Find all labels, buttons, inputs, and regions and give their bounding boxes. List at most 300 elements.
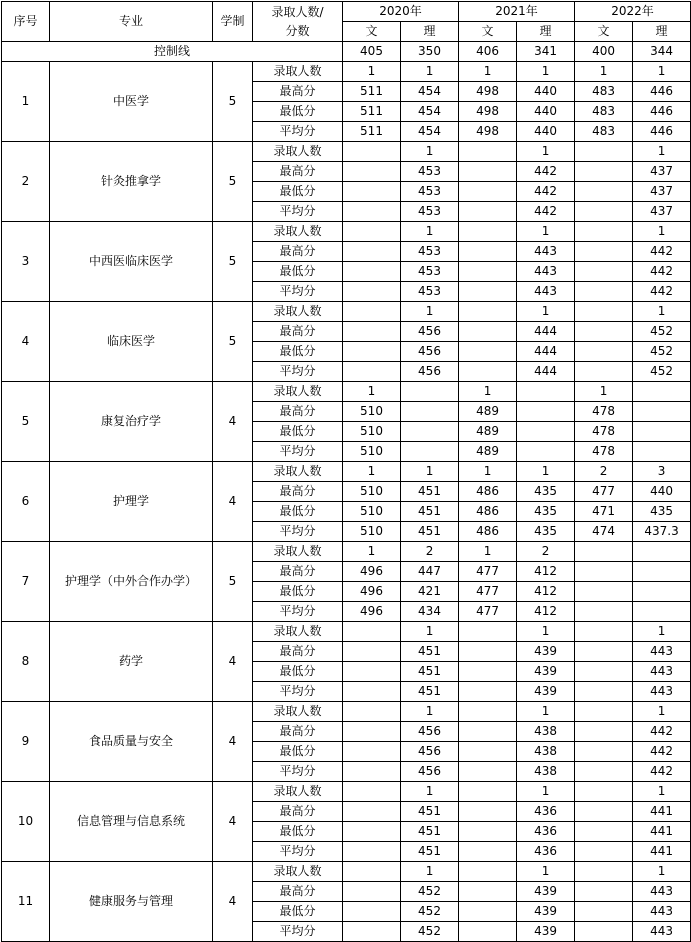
- row-value: 443: [633, 882, 691, 902]
- row-value: 436: [517, 842, 575, 862]
- row-metric-label: 平均分: [253, 842, 343, 862]
- row-value: 1: [401, 862, 459, 882]
- row-value: [459, 642, 517, 662]
- row-value: [575, 742, 633, 762]
- row-index: 3: [2, 222, 50, 302]
- table-row: [2, 462, 691, 482]
- row-value: 442: [517, 202, 575, 222]
- row-value: 442: [633, 722, 691, 742]
- control-line-label: 控制线: [2, 42, 343, 62]
- row-value: 456: [401, 322, 459, 342]
- row-value: [575, 342, 633, 362]
- row-value: 489: [459, 442, 517, 462]
- row-value: 1: [401, 782, 459, 802]
- row-value: 498: [459, 122, 517, 142]
- header-subject-3: 理: [517, 22, 575, 42]
- row-value: [401, 422, 459, 442]
- row-value: 452: [633, 362, 691, 382]
- row-value: [575, 802, 633, 822]
- row-value: [575, 362, 633, 382]
- row-length: 4: [213, 862, 253, 942]
- row-value: [575, 682, 633, 702]
- row-value: [459, 822, 517, 842]
- row-value: [343, 162, 401, 182]
- row-index: 7: [2, 542, 50, 622]
- header-metric: [253, 2, 343, 42]
- row-value: [575, 222, 633, 242]
- header-year-1: 2021年: [459, 2, 575, 22]
- row-value: [459, 682, 517, 702]
- row-value: 477: [459, 582, 517, 602]
- row-value: 443: [633, 662, 691, 682]
- row-value: 454: [401, 102, 459, 122]
- row-value: 440: [517, 122, 575, 142]
- row-value: [343, 682, 401, 702]
- row-value: 451: [401, 842, 459, 862]
- row-index: 6: [2, 462, 50, 542]
- row-value: 489: [459, 402, 517, 422]
- row-value: [459, 262, 517, 282]
- row-value: 510: [343, 502, 401, 522]
- row-value: 440: [517, 82, 575, 102]
- row-length: 5: [213, 542, 253, 622]
- row-metric-label: 平均分: [253, 522, 343, 542]
- control-line-value-2: 406: [459, 42, 517, 62]
- row-value: 453: [401, 262, 459, 282]
- row-value: 453: [401, 282, 459, 302]
- row-value: 478: [575, 402, 633, 422]
- row-value: 498: [459, 102, 517, 122]
- row-metric-label: 最高分: [253, 722, 343, 742]
- row-value: [343, 802, 401, 822]
- row-value: [575, 862, 633, 882]
- row-value: 441: [633, 822, 691, 842]
- row-value: 437: [633, 202, 691, 222]
- row-metric-label: 录取人数: [253, 702, 343, 722]
- row-value: 443: [633, 642, 691, 662]
- row-value: 498: [459, 82, 517, 102]
- row-value: [633, 542, 691, 562]
- row-value: 453: [401, 242, 459, 262]
- row-value: [575, 162, 633, 182]
- row-value: 456: [401, 342, 459, 362]
- row-value: 2: [401, 542, 459, 562]
- row-metric-label: 最低分: [253, 102, 343, 122]
- row-metric-label: 录取人数: [253, 622, 343, 642]
- row-value: [575, 762, 633, 782]
- row-value: 1: [633, 62, 691, 82]
- row-value: [517, 382, 575, 402]
- row-value: [459, 202, 517, 222]
- row-value: 1: [575, 382, 633, 402]
- row-value: [343, 242, 401, 262]
- row-major: 护理学: [50, 462, 213, 542]
- row-value: 446: [633, 102, 691, 122]
- row-length: 4: [213, 622, 253, 702]
- row-value: 456: [401, 762, 459, 782]
- row-value: 496: [343, 562, 401, 582]
- row-value: [459, 622, 517, 642]
- row-value: [343, 822, 401, 842]
- row-value: [575, 622, 633, 642]
- row-major: 中医学: [50, 62, 213, 142]
- row-value: [459, 162, 517, 182]
- row-value: [401, 402, 459, 422]
- row-value: 435: [517, 522, 575, 542]
- row-value: [459, 722, 517, 742]
- header-subject-2: 文: [459, 22, 517, 42]
- row-value: 1: [401, 222, 459, 242]
- row-value: [633, 582, 691, 602]
- table-row: [2, 622, 691, 642]
- row-metric-label: 录取人数: [253, 542, 343, 562]
- row-value: [575, 142, 633, 162]
- row-value: 1: [575, 62, 633, 82]
- row-metric-label: 最低分: [253, 422, 343, 442]
- row-metric-label: 平均分: [253, 602, 343, 622]
- row-value: 1: [343, 382, 401, 402]
- row-value: 471: [575, 502, 633, 522]
- row-value: [343, 922, 401, 942]
- row-major: 针灸推拿学: [50, 142, 213, 222]
- row-value: 1: [633, 142, 691, 162]
- row-value: [517, 422, 575, 442]
- row-metric-label: 最高分: [253, 242, 343, 262]
- row-metric-label: 最低分: [253, 582, 343, 602]
- row-value: 2: [575, 462, 633, 482]
- row-value: 451: [401, 522, 459, 542]
- row-metric-label: 平均分: [253, 762, 343, 782]
- row-value: 443: [517, 262, 575, 282]
- row-value: [343, 322, 401, 342]
- row-metric-label: 平均分: [253, 682, 343, 702]
- row-value: 510: [343, 422, 401, 442]
- row-value: 477: [459, 602, 517, 622]
- row-value: 439: [517, 682, 575, 702]
- header-year-0: 2020年: [343, 2, 459, 22]
- header-metric-line1: 录取人数/: [271, 4, 324, 19]
- table-row: [2, 142, 691, 162]
- document-page: [0, 1, 689, 938]
- row-value: [343, 902, 401, 922]
- row-value: [575, 262, 633, 282]
- row-metric-label: 最高分: [253, 402, 343, 422]
- row-value: 437.3: [633, 522, 691, 542]
- row-metric-label: 录取人数: [253, 782, 343, 802]
- row-metric-label: 最低分: [253, 502, 343, 522]
- row-value: [633, 562, 691, 582]
- header-subject-0: 文: [343, 22, 401, 42]
- row-value: [575, 562, 633, 582]
- table-row: [2, 62, 691, 82]
- row-value: [401, 382, 459, 402]
- row-value: 454: [401, 122, 459, 142]
- row-value: [343, 362, 401, 382]
- row-metric-label: 最低分: [253, 262, 343, 282]
- row-value: 435: [517, 482, 575, 502]
- row-value: [401, 442, 459, 462]
- row-value: 441: [633, 802, 691, 822]
- row-value: 477: [459, 562, 517, 582]
- row-metric-label: 最低分: [253, 662, 343, 682]
- row-value: 446: [633, 122, 691, 142]
- row-value: 440: [633, 482, 691, 502]
- row-value: 446: [633, 82, 691, 102]
- row-metric-label: 录取人数: [253, 142, 343, 162]
- row-value: [459, 302, 517, 322]
- row-value: 3: [633, 462, 691, 482]
- row-value: 1: [517, 782, 575, 802]
- row-value: 496: [343, 602, 401, 622]
- row-value: 451: [401, 642, 459, 662]
- row-value: 438: [517, 722, 575, 742]
- row-value: [459, 882, 517, 902]
- row-metric-label: 最高分: [253, 82, 343, 102]
- row-value: [575, 782, 633, 802]
- row-value: 483: [575, 122, 633, 142]
- row-value: [343, 722, 401, 742]
- row-value: 435: [633, 502, 691, 522]
- row-value: 435: [517, 502, 575, 522]
- row-value: 454: [401, 82, 459, 102]
- row-value: 443: [633, 682, 691, 702]
- row-value: [575, 242, 633, 262]
- row-index: 5: [2, 382, 50, 462]
- row-value: 1: [459, 62, 517, 82]
- row-value: [575, 662, 633, 682]
- row-value: [575, 322, 633, 342]
- row-value: [459, 662, 517, 682]
- row-value: 1: [633, 222, 691, 242]
- row-value: 451: [401, 682, 459, 702]
- row-index: 11: [2, 862, 50, 942]
- row-value: 1: [633, 862, 691, 882]
- row-metric-label: 最低分: [253, 742, 343, 762]
- row-metric-label: 录取人数: [253, 62, 343, 82]
- row-value: [575, 902, 633, 922]
- row-value: 444: [517, 322, 575, 342]
- row-length: 5: [213, 62, 253, 142]
- control-line-value-3: 341: [517, 42, 575, 62]
- row-value: 434: [401, 602, 459, 622]
- row-value: [343, 262, 401, 282]
- row-value: 1: [517, 462, 575, 482]
- row-value: 2: [517, 542, 575, 562]
- row-value: 1: [517, 862, 575, 882]
- row-value: 510: [343, 442, 401, 462]
- row-value: 1: [343, 542, 401, 562]
- row-value: 478: [575, 422, 633, 442]
- row-value: [343, 862, 401, 882]
- row-length: 5: [213, 142, 253, 222]
- row-metric-label: 平均分: [253, 922, 343, 942]
- row-value: [633, 402, 691, 422]
- row-value: 1: [633, 302, 691, 322]
- row-value: [343, 142, 401, 162]
- row-value: 436: [517, 802, 575, 822]
- row-value: 442: [633, 762, 691, 782]
- row-value: 1: [459, 542, 517, 562]
- row-value: [343, 762, 401, 782]
- row-value: [343, 882, 401, 902]
- row-value: [343, 202, 401, 222]
- row-value: [459, 322, 517, 342]
- row-value: 478: [575, 442, 633, 462]
- row-metric-label: 录取人数: [253, 222, 343, 242]
- header-length: 学制: [213, 2, 253, 42]
- row-value: [343, 282, 401, 302]
- row-value: [459, 862, 517, 882]
- row-value: 1: [517, 302, 575, 322]
- row-value: [575, 822, 633, 842]
- row-value: 442: [633, 262, 691, 282]
- row-index: 1: [2, 62, 50, 142]
- row-value: [459, 922, 517, 942]
- row-value: 483: [575, 82, 633, 102]
- row-value: 1: [401, 142, 459, 162]
- row-value: 1: [401, 302, 459, 322]
- row-value: 451: [401, 822, 459, 842]
- header-subject-4: 文: [575, 22, 633, 42]
- row-length: 4: [213, 382, 253, 462]
- row-value: 442: [633, 742, 691, 762]
- row-value: 1: [517, 142, 575, 162]
- row-value: 511: [343, 122, 401, 142]
- table-row: [2, 382, 691, 402]
- header-subject-1: 理: [401, 22, 459, 42]
- row-value: 486: [459, 502, 517, 522]
- row-value: [633, 442, 691, 462]
- row-value: [575, 642, 633, 662]
- row-metric-label: 最低分: [253, 182, 343, 202]
- row-value: [517, 402, 575, 422]
- row-value: [459, 782, 517, 802]
- row-value: 443: [517, 282, 575, 302]
- row-value: [575, 202, 633, 222]
- row-metric-label: 平均分: [253, 202, 343, 222]
- row-value: 511: [343, 82, 401, 102]
- row-value: 451: [401, 482, 459, 502]
- row-length: 5: [213, 302, 253, 382]
- row-value: [343, 662, 401, 682]
- row-value: [575, 282, 633, 302]
- row-metric-label: 录取人数: [253, 462, 343, 482]
- row-value: 436: [517, 822, 575, 842]
- row-value: 443: [633, 902, 691, 922]
- row-value: 1: [343, 462, 401, 482]
- row-metric-label: 录取人数: [253, 862, 343, 882]
- row-value: 486: [459, 522, 517, 542]
- row-value: 421: [401, 582, 459, 602]
- row-value: [575, 182, 633, 202]
- row-value: [459, 802, 517, 822]
- row-index: 4: [2, 302, 50, 382]
- row-value: [517, 442, 575, 462]
- row-value: [459, 762, 517, 782]
- row-value: 444: [517, 342, 575, 362]
- row-value: [459, 242, 517, 262]
- row-length: 4: [213, 462, 253, 542]
- row-value: 442: [517, 162, 575, 182]
- row-metric-label: 最低分: [253, 822, 343, 842]
- row-value: 1: [517, 702, 575, 722]
- row-metric-label: 最高分: [253, 322, 343, 342]
- row-index: 8: [2, 622, 50, 702]
- row-index: 10: [2, 782, 50, 862]
- row-metric-label: 录取人数: [253, 382, 343, 402]
- row-value: 444: [517, 362, 575, 382]
- row-metric-label: 平均分: [253, 362, 343, 382]
- row-value: [459, 742, 517, 762]
- row-value: 442: [633, 282, 691, 302]
- row-value: [343, 622, 401, 642]
- row-metric-label: 最高分: [253, 882, 343, 902]
- row-value: [459, 282, 517, 302]
- row-value: 1: [401, 702, 459, 722]
- header-index: 序号: [2, 2, 50, 42]
- row-value: 439: [517, 662, 575, 682]
- control-line-row: [2, 42, 691, 62]
- row-value: 496: [343, 582, 401, 602]
- row-value: 437: [633, 162, 691, 182]
- control-line-value-0: 405: [343, 42, 401, 62]
- row-value: 1: [517, 62, 575, 82]
- row-value: [459, 222, 517, 242]
- row-value: 438: [517, 762, 575, 782]
- row-major: 食品质量与安全: [50, 702, 213, 782]
- row-value: 1: [401, 462, 459, 482]
- row-length: 4: [213, 782, 253, 862]
- row-value: [343, 342, 401, 362]
- row-value: [575, 842, 633, 862]
- row-value: [343, 702, 401, 722]
- row-value: 474: [575, 522, 633, 542]
- row-metric-label: 最高分: [253, 482, 343, 502]
- row-metric-label: 平均分: [253, 442, 343, 462]
- row-value: [575, 542, 633, 562]
- row-value: 477: [575, 482, 633, 502]
- header-year-2: 2022年: [575, 2, 691, 22]
- row-length: 4: [213, 702, 253, 782]
- row-value: 510: [343, 482, 401, 502]
- row-value: [459, 142, 517, 162]
- row-value: [343, 782, 401, 802]
- row-value: 438: [517, 742, 575, 762]
- row-value: [575, 722, 633, 742]
- row-value: 441: [633, 842, 691, 862]
- row-value: 437: [633, 182, 691, 202]
- row-value: 1: [517, 622, 575, 642]
- row-major: 中西医临床医学: [50, 222, 213, 302]
- row-value: [575, 582, 633, 602]
- row-metric-label: 录取人数: [253, 302, 343, 322]
- row-value: [343, 842, 401, 862]
- row-value: 453: [401, 202, 459, 222]
- row-value: [633, 422, 691, 442]
- header-metric-line2: 分数: [285, 23, 310, 38]
- row-metric-label: 最高分: [253, 642, 343, 662]
- row-metric-label: 平均分: [253, 282, 343, 302]
- control-line-value-1: 350: [401, 42, 459, 62]
- table-header-row-years: [2, 2, 691, 22]
- row-value: 1: [401, 62, 459, 82]
- row-value: 439: [517, 882, 575, 902]
- row-value: 412: [517, 602, 575, 622]
- row-metric-label: 最低分: [253, 342, 343, 362]
- row-value: 452: [633, 322, 691, 342]
- row-value: 440: [517, 102, 575, 122]
- row-value: 451: [401, 802, 459, 822]
